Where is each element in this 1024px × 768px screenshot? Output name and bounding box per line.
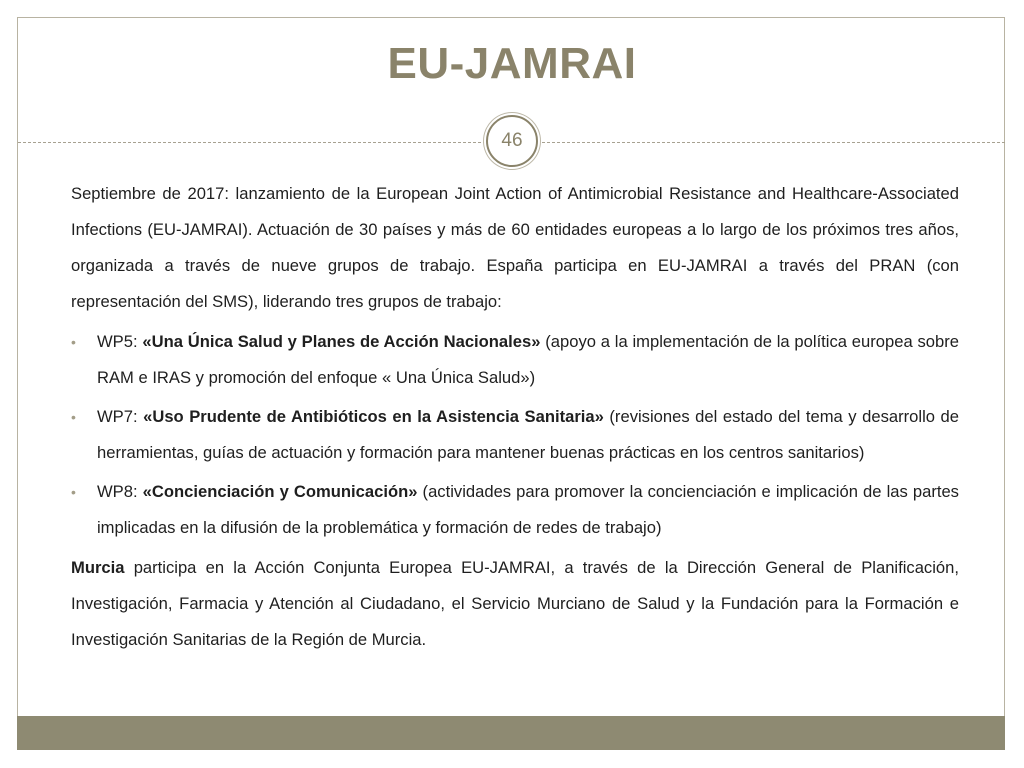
work-package-item-wp5 (71, 324, 959, 396)
wp-label: WP5: (97, 332, 143, 351)
work-package-list (71, 324, 959, 546)
bullet-icon: • (71, 484, 76, 500)
wp-label: WP7: (97, 407, 144, 426)
slide-title: EU-JAMRAI (387, 39, 637, 88)
work-package-item-wp8 (71, 474, 959, 546)
closing-paragraph (71, 550, 959, 658)
work-package-item-wp7 (71, 399, 959, 471)
slide-number-badge: 46 (486, 115, 538, 167)
wp-description: (revisiones del estado del tema y desarrollo de herramientas, guías de actuación y formación para mantener buenas prácticas en los centros sanitarios) (97, 407, 959, 462)
closing-lead: Murcia (71, 558, 125, 577)
footer-band (17, 716, 1005, 750)
title-divider-right (542, 142, 1005, 143)
slide-content (71, 176, 959, 662)
wp-label: WP8: (97, 482, 143, 501)
bullet-icon: • (71, 334, 76, 350)
intro-paragraph: Septiembre de 2017: lanzamiento de la European Joint Action of Antimicrobial Resistance and Healthcare-Associated Infections (EU-JAMRAI). Actuación de 30 países y más de 60 entidades europeas a lo largo de los próximos tres años, organizada a través de nueve grupos de trabajo. España participa en EU-JAMRAI a través del PRAN (con representación del SMS), liderando tres grupos de trabajo: (71, 184, 959, 311)
wp-description: (apoyo a la implementación de la política europea sobre RAM e IRAS y promoción del enfoque « Una Única Salud») (97, 332, 959, 387)
wp-name: «Una Única Salud y Planes de Acción Nacionales» (142, 332, 541, 351)
wp-name: «Concienciación y Comunicación» (142, 482, 418, 501)
wp-description: (actividades para promover la concienciación e implicación de las partes implicadas en la difusión de la problemática y formación de redes de trabajo) (97, 482, 959, 537)
bullet-icon: • (71, 409, 76, 425)
closing-text: participa en la Acción Conjunta Europea EU-JAMRAI, a través de la Dirección General de Planificación, Investigación, Farmacia y Atención al Ciudadano, el Servicio Murciano de Salud y la Fundación para la Formación e Investigación Sanitarias de la Región de Murcia. (71, 558, 959, 649)
wp-name: «Uso Prudente de Antibióticos en la Asistencia Sanitaria» (143, 407, 604, 426)
title-divider-left (18, 142, 486, 143)
